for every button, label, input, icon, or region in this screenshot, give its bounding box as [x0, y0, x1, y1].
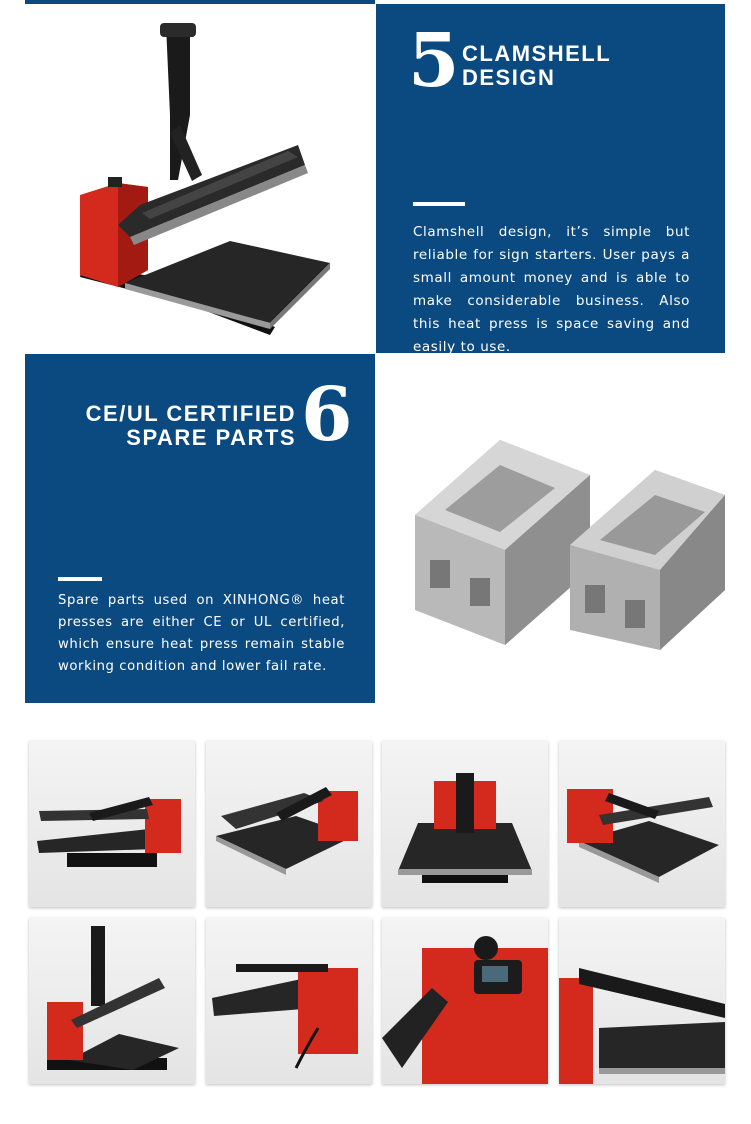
gallery-thumb-heat-press-front-angle[interactable]: [206, 741, 372, 907]
section-number: 5: [408, 18, 460, 104]
gallery-thumb-heat-press-side-low-angle[interactable]: [206, 918, 372, 1084]
gallery-thumb-heat-press-rear-view[interactable]: [382, 741, 548, 907]
accent-rule: [58, 577, 102, 581]
clamshell-press-photo: [30, 5, 370, 350]
gallery-thumb-heat-press-left-view[interactable]: [29, 741, 195, 907]
accent-rule: [413, 202, 465, 206]
section-title-line1: CLAMSHELL: [462, 41, 612, 66]
gallery-thumb-arm-hinge-closeup[interactable]: [559, 918, 725, 1084]
top-strip: [25, 0, 375, 4]
section-6-panel: [25, 354, 375, 703]
section-body: Clamshell design, it’s simple but reliable for sign starters. User pays a small amount money and is able to make considerable business. Also this heat press is space saving and easily to use.: [413, 224, 690, 355]
section-body: Spare parts used on XINHONG® heat presses are either CE or UL certified, which ensure heat press remain stable working condition and lower fail rate.: [58, 593, 345, 674]
section-title-line2: SPARE PARTS: [126, 425, 296, 450]
gallery-thumb-heat-press-open-clamshell[interactable]: [29, 918, 195, 1084]
section-title: [86, 402, 296, 450]
section-5-panel: [376, 4, 725, 353]
solid-state-relays-photo: [405, 420, 730, 660]
section-title: [462, 42, 611, 90]
section-title-line2: DESIGN: [462, 65, 556, 90]
gallery-thumb-heat-press-right-angle[interactable]: [559, 741, 725, 907]
section-number: 6: [301, 372, 353, 458]
gallery-thumb-control-panel-closeup[interactable]: [382, 918, 548, 1084]
section-title-line1: CE/UL CERTIFIED: [85, 401, 296, 426]
